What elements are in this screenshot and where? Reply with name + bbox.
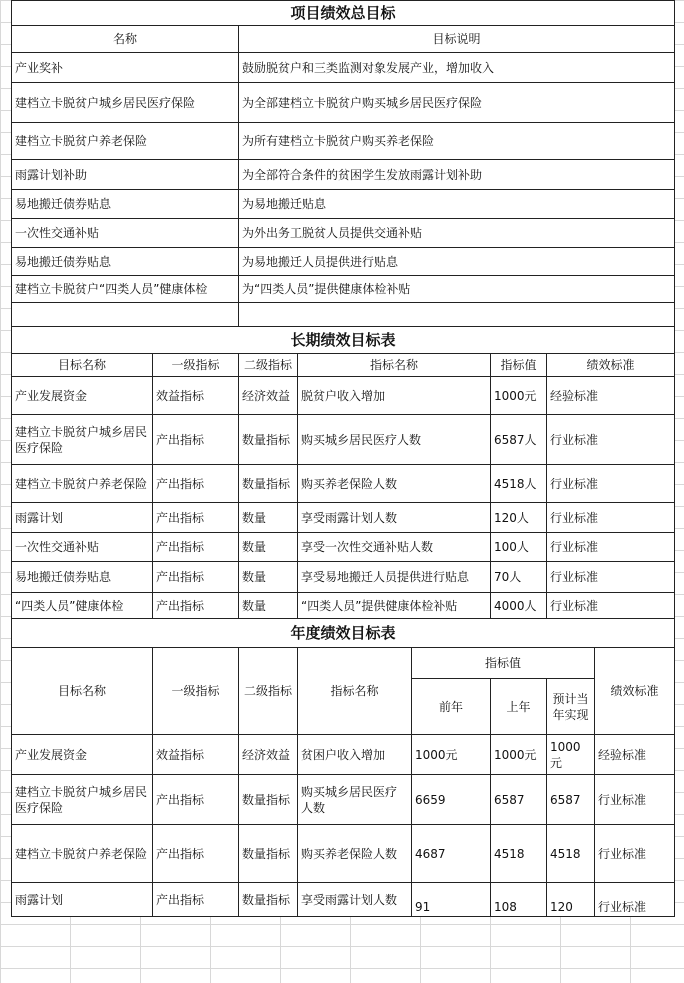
cell-this-year: 6587 bbox=[547, 775, 595, 825]
cell-level2: 数量指标 bbox=[239, 415, 298, 465]
cell-desc: 为全部符合条件的贫困学生发放雨露计划补助 bbox=[239, 160, 675, 190]
cell-standard: 行业标准 bbox=[547, 593, 675, 619]
cell-prev-year: 4687 bbox=[412, 825, 491, 883]
cell-level2: 数量指标 bbox=[239, 883, 298, 917]
cell-value: 70人 bbox=[491, 562, 547, 593]
project-goal-title: 项目绩效总目标 bbox=[12, 1, 675, 26]
cell-desc: 为易地搬迁贴息 bbox=[239, 190, 675, 219]
cell-value: 1000元 bbox=[491, 377, 547, 415]
table-row bbox=[12, 53, 675, 83]
cell-level2: 数量指标 bbox=[239, 465, 298, 503]
cell-indicator: 享受易地搬迁人员提供进行贴息 bbox=[298, 562, 491, 593]
cell-indicator: 购买城乡居民医疗人数 bbox=[298, 415, 491, 465]
cell-desc bbox=[239, 303, 675, 327]
cell-standard: 行业标准 bbox=[547, 465, 675, 503]
cell-name: 易地搬迁债券贴息 bbox=[12, 248, 239, 276]
cell-level1: 效益指标 bbox=[153, 377, 239, 415]
cell-value: 4518人 bbox=[491, 465, 547, 503]
table-row bbox=[12, 83, 675, 123]
cell-desc: 为所有建档立卡脱贫户购买养老保险 bbox=[239, 123, 675, 160]
table-row bbox=[12, 735, 675, 775]
cell-this-year: 120 bbox=[547, 883, 595, 917]
header-standard: 绩效标准 bbox=[547, 354, 675, 377]
cell-this-year: 4518 bbox=[547, 825, 595, 883]
cell-desc: 为外出务工脱贫人员提供交通补贴 bbox=[239, 219, 675, 248]
cell-standard: 经验标准 bbox=[547, 377, 675, 415]
cell-indicator: 购买养老保险人数 bbox=[298, 825, 412, 883]
header-level1: 一级指标 bbox=[153, 648, 239, 735]
table-row bbox=[12, 377, 675, 415]
long-term-goal-title: 长期绩效目标表 bbox=[12, 327, 675, 354]
table-row bbox=[12, 533, 675, 562]
cell-level1: 产出指标 bbox=[153, 593, 239, 619]
cell-level2: 数量指标 bbox=[239, 825, 298, 883]
cell-standard: 行业标准 bbox=[547, 503, 675, 533]
table-row bbox=[12, 219, 675, 248]
cell-level1: 产出指标 bbox=[153, 533, 239, 562]
cell-indicator: 享受雨露计划人数 bbox=[298, 503, 491, 533]
cell-name: 一次性交通补贴 bbox=[12, 219, 239, 248]
header-standard: 绩效标准 bbox=[595, 648, 675, 735]
long-term-goal-table bbox=[11, 326, 675, 619]
cell-goal: 产业发展资金 bbox=[12, 735, 153, 775]
table-row bbox=[12, 775, 675, 825]
cell-level1: 产出指标 bbox=[153, 562, 239, 593]
cell-value: 120人 bbox=[491, 503, 547, 533]
cell-indicator: 享受雨露计划人数 bbox=[298, 883, 412, 917]
cell-indicator: 贫困户收入增加 bbox=[298, 735, 412, 775]
cell-desc: 为全部建档立卡脱贫户购买城乡居民医疗保险 bbox=[239, 83, 675, 123]
cell-indicator: 购买养老保险人数 bbox=[298, 465, 491, 503]
cell-level1: 产出指标 bbox=[153, 503, 239, 533]
header-level2: 二级指标 bbox=[239, 648, 298, 735]
cell-name: 建档立卡脱贫户城乡居民医疗保险 bbox=[12, 83, 239, 123]
cell-name: 产业奖补 bbox=[12, 53, 239, 83]
cell-goal: 建档立卡脱贫户城乡居民医疗保险 bbox=[12, 415, 153, 465]
table-row bbox=[12, 160, 675, 190]
cell-level1: 产出指标 bbox=[153, 415, 239, 465]
cell-level1: 效益指标 bbox=[153, 735, 239, 775]
cell-name: 易地搬迁债券贴息 bbox=[12, 190, 239, 219]
cell-level2: 数量 bbox=[239, 533, 298, 562]
header-value-group: 指标值 bbox=[412, 648, 595, 679]
header-goal-name: 目标名称 bbox=[12, 354, 153, 377]
cell-goal: 建档立卡脱贫户城乡居民医疗保险 bbox=[12, 775, 153, 825]
cell-goal: 雨露计划 bbox=[12, 503, 153, 533]
table-row bbox=[12, 593, 675, 619]
cell-desc: 为“四类人员”提供健康体检补贴 bbox=[239, 276, 675, 303]
cell-standard: 行业标准 bbox=[547, 415, 675, 465]
cell-goal: 易地搬迁债券贴息 bbox=[12, 562, 153, 593]
cell-level2: 数量 bbox=[239, 503, 298, 533]
cell-goal: “四类人员”健康体检 bbox=[12, 593, 153, 619]
header-level2: 二级指标 bbox=[239, 354, 298, 377]
cell-goal: 一次性交通补贴 bbox=[12, 533, 153, 562]
cell-level1: 产出指标 bbox=[153, 775, 239, 825]
cell-level1: 产出指标 bbox=[153, 465, 239, 503]
header-last-year: 上年 bbox=[491, 679, 547, 735]
cell-prev-year: 91 bbox=[412, 883, 491, 917]
cell-level2: 数量 bbox=[239, 593, 298, 619]
cell-level2: 数量指标 bbox=[239, 775, 298, 825]
cell-this-year: 1000元 bbox=[547, 735, 595, 775]
table-row bbox=[12, 415, 675, 465]
cell-last-year: 108 bbox=[491, 883, 547, 917]
cell-standard: 行业标准 bbox=[595, 775, 675, 825]
cell-last-year: 1000元 bbox=[491, 735, 547, 775]
table-row bbox=[12, 276, 675, 303]
header-goal-desc: 目标说明 bbox=[239, 26, 675, 53]
header-goal-name: 目标名称 bbox=[12, 648, 153, 735]
cell-last-year: 4518 bbox=[491, 825, 547, 883]
header-indicator: 指标名称 bbox=[298, 354, 491, 377]
cell-goal: 建档立卡脱贫户养老保险 bbox=[12, 825, 153, 883]
cell-level2: 经济效益 bbox=[239, 735, 298, 775]
header-level1: 一级指标 bbox=[153, 354, 239, 377]
cell-name: 建档立卡脱贫户“四类人员”健康体检 bbox=[12, 276, 239, 303]
table-row bbox=[12, 883, 675, 917]
table-row-empty bbox=[12, 303, 675, 327]
annual-goal-table bbox=[11, 618, 675, 917]
cell-value: 4000人 bbox=[491, 593, 547, 619]
cell-indicator: 享受一次性交通补贴人数 bbox=[298, 533, 491, 562]
project-goal-table bbox=[11, 0, 675, 327]
cell-standard: 行业标准 bbox=[547, 562, 675, 593]
cell-level1: 产出指标 bbox=[153, 883, 239, 917]
cell-prev-year: 6659 bbox=[412, 775, 491, 825]
table-row bbox=[12, 562, 675, 593]
cell-goal: 建档立卡脱贫户养老保险 bbox=[12, 465, 153, 503]
table-row bbox=[12, 123, 675, 160]
header-value: 指标值 bbox=[491, 354, 547, 377]
header-name: 名称 bbox=[12, 26, 239, 53]
table-row bbox=[12, 825, 675, 883]
cell-goal: 雨露计划 bbox=[12, 883, 153, 917]
cell-value: 100人 bbox=[491, 533, 547, 562]
cell-standard: 行业标准 bbox=[595, 825, 675, 883]
cell-standard: 经验标准 bbox=[595, 735, 675, 775]
header-this-year: 预计当年实现 bbox=[547, 679, 595, 735]
cell-name: 建档立卡脱贫户养老保险 bbox=[12, 123, 239, 160]
cell-level2: 数量 bbox=[239, 562, 298, 593]
cell-level2: 经济效益 bbox=[239, 377, 298, 415]
table-row bbox=[12, 248, 675, 276]
cell-value: 6587人 bbox=[491, 415, 547, 465]
cell-last-year: 6587 bbox=[491, 775, 547, 825]
cell-level1: 产出指标 bbox=[153, 825, 239, 883]
table-row bbox=[12, 465, 675, 503]
annual-goal-title: 年度绩效目标表 bbox=[12, 619, 675, 648]
cell-prev-year: 1000元 bbox=[412, 735, 491, 775]
cell-desc: 鼓励脱贫户和三类监测对象发展产业，增加收入 bbox=[239, 53, 675, 83]
header-indicator: 指标名称 bbox=[298, 648, 412, 735]
header-prev-year: 前年 bbox=[412, 679, 491, 735]
cell-standard: 行业标准 bbox=[595, 883, 675, 917]
table-row bbox=[12, 503, 675, 533]
cell-indicator: 脱贫户收入增加 bbox=[298, 377, 491, 415]
cell-name bbox=[12, 303, 239, 327]
cell-name: 雨露计划补助 bbox=[12, 160, 239, 190]
cell-goal: 产业发展资金 bbox=[12, 377, 153, 415]
cell-desc: 为易地搬迁人员提供进行贴息 bbox=[239, 248, 675, 276]
cell-indicator: 购买城乡居民医疗人数 bbox=[298, 775, 412, 825]
table-row bbox=[12, 190, 675, 219]
cell-standard: 行业标准 bbox=[547, 533, 675, 562]
cell-indicator: “四类人员”提供健康体检补贴 bbox=[298, 593, 491, 619]
